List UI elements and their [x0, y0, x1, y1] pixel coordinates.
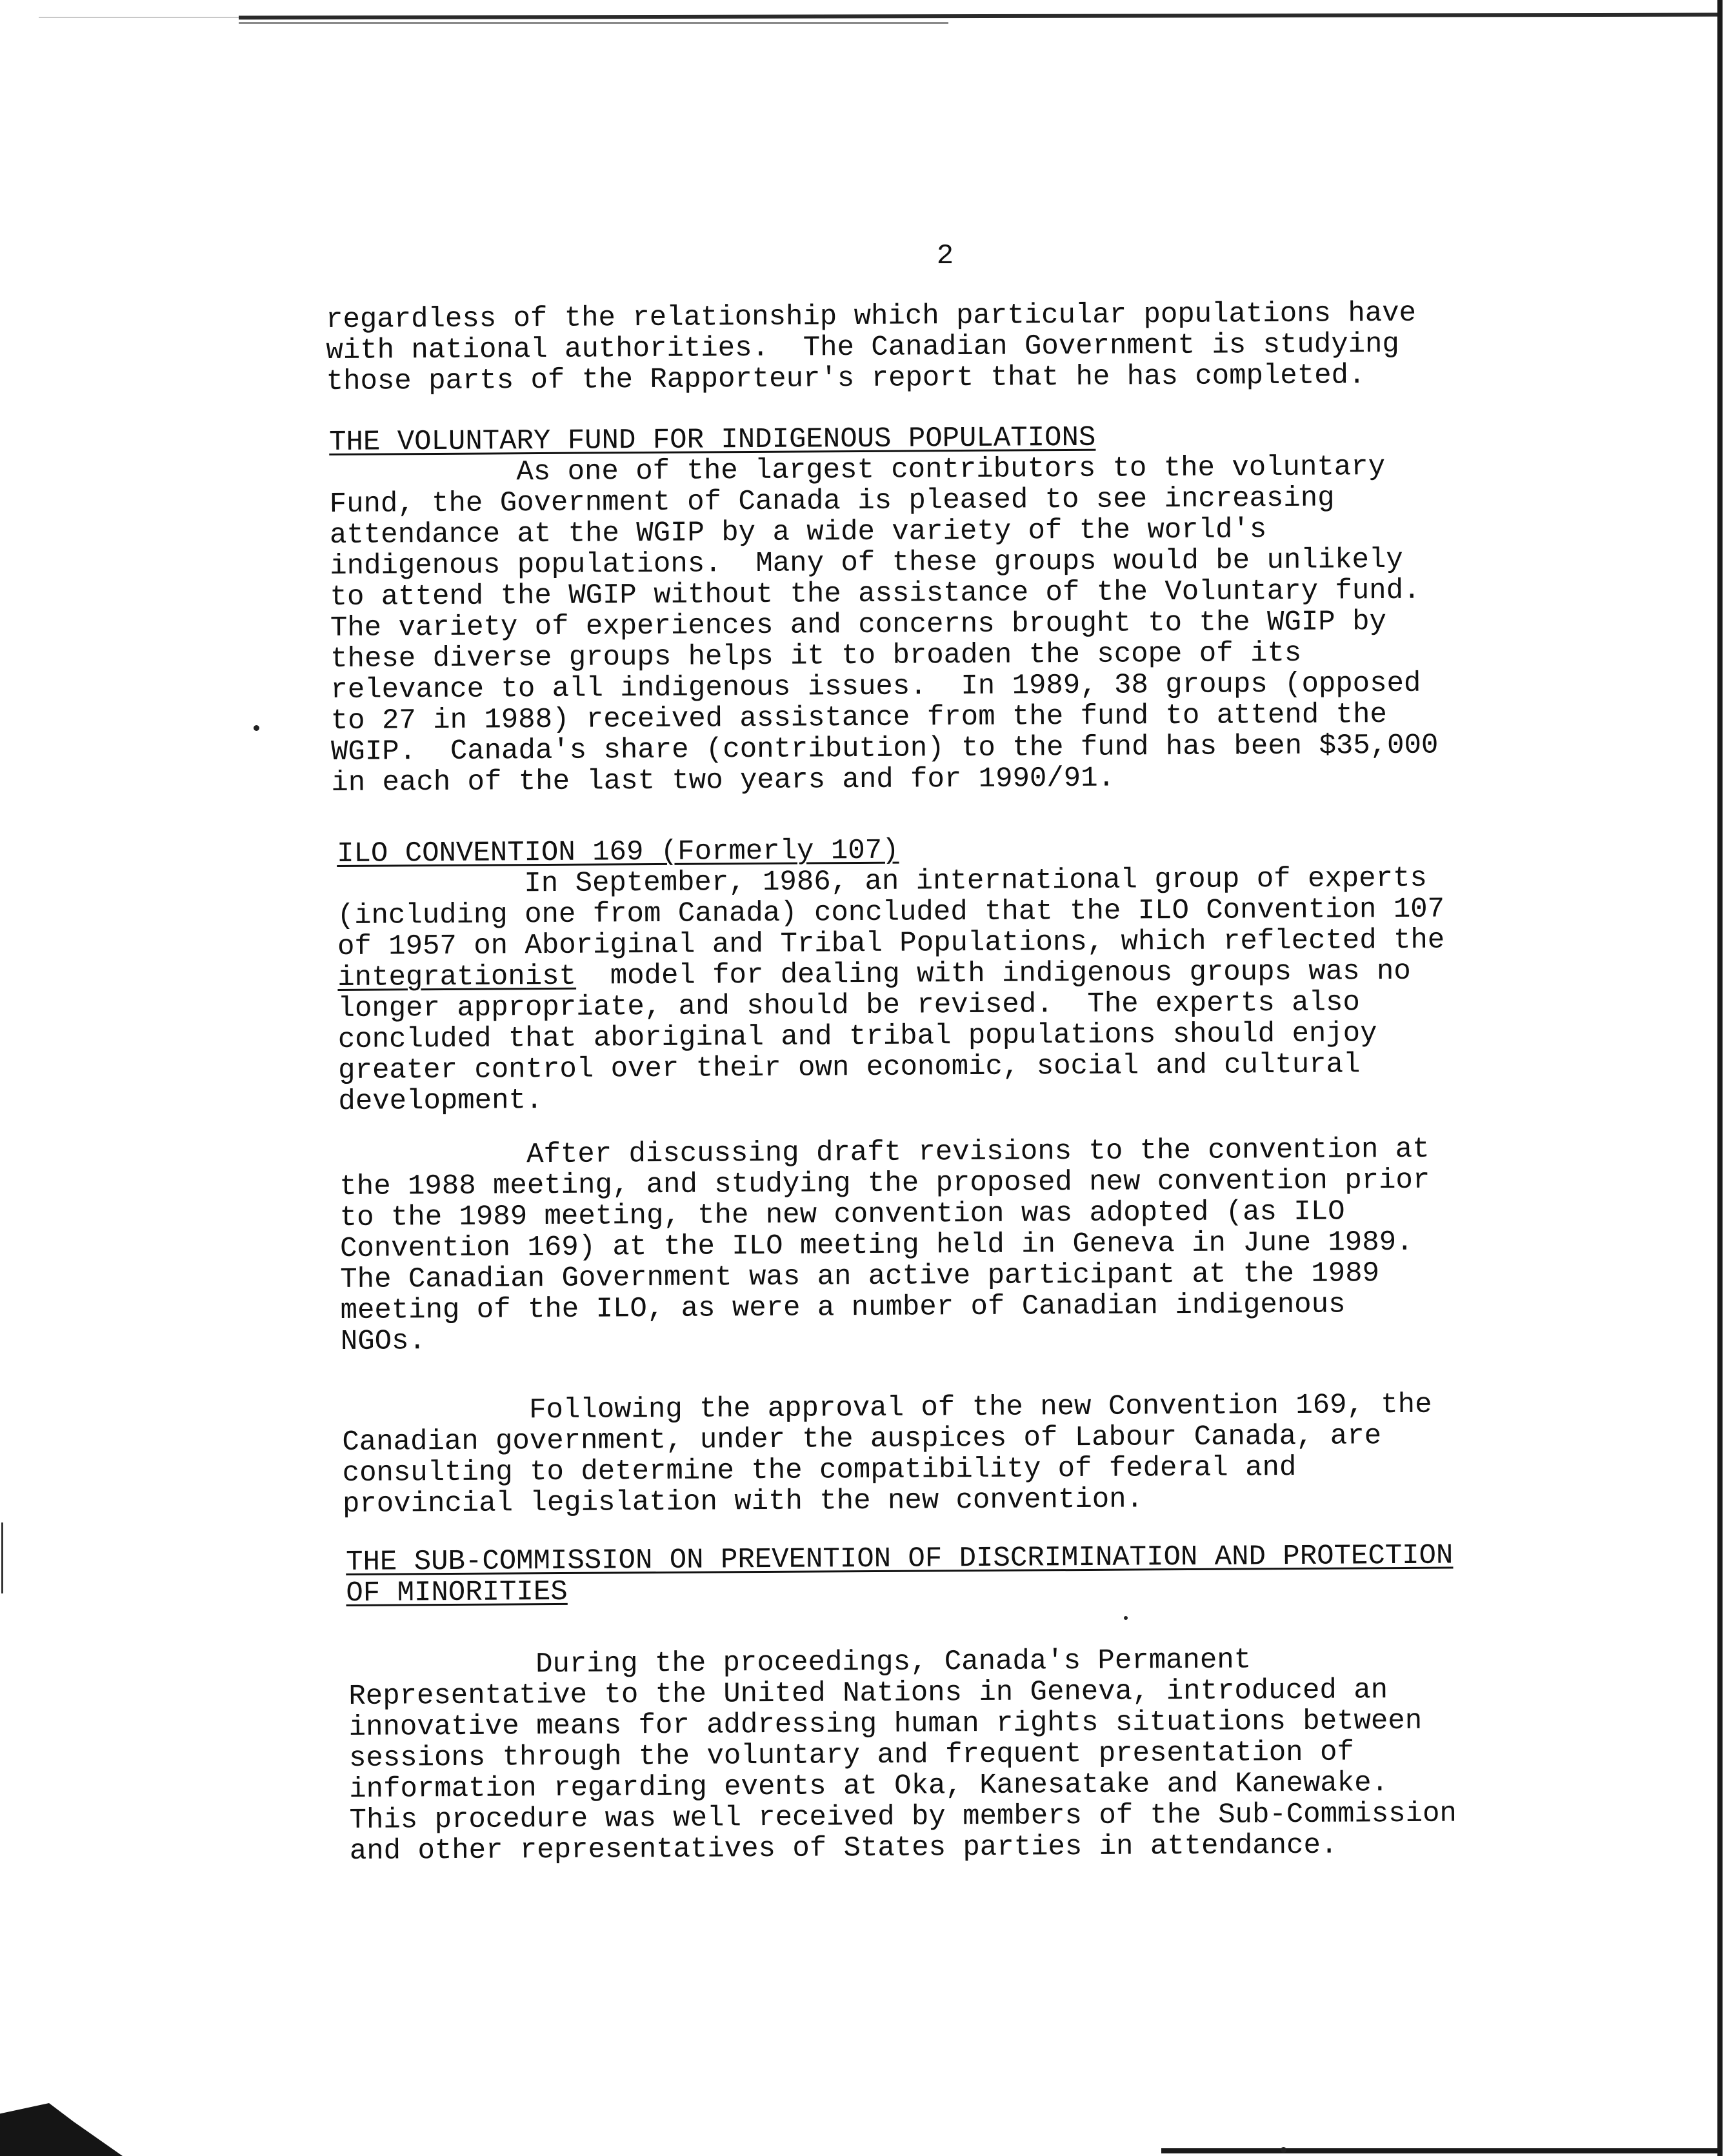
section-heading: THE SUB-COMMISSION ON PREVENTION OF DISCRIMINATION AND PROTECTION: [345, 1539, 1454, 1579]
scan-artifact-dot: [1281, 2147, 1286, 2153]
section-voluntary-fund: [329, 419, 1615, 799]
text-line: concluded that aboriginal and tribal populations should enjoy: [337, 1017, 1377, 1056]
text-line: information regarding events at Oka, Kanesatake and Kanewake.: [349, 1767, 1389, 1806]
text-line: Convention 169) at the ILO meeting held in Geneva in June 1989.: [339, 1226, 1414, 1265]
text-fragment: model for dealing with indigenous groups was no: [575, 955, 1411, 993]
text-line: regardless of the relationship which particular populations have: [325, 297, 1417, 336]
text-line: Following the approval of the new Convention 169, the: [528, 1388, 1432, 1427]
text-line: sessions through the voluntary and frequent presentation of: [348, 1736, 1355, 1775]
text-line: provincial legislation with the new convention.: [342, 1483, 1144, 1521]
intro-paragraph: [326, 297, 1610, 397]
text-line: in each of the last two years and for 1990/91.: [331, 762, 1115, 799]
scan-artifact-bottom-edge: [1161, 2148, 1717, 2153]
text-line: to attend the WGIP without the assistance of the Voluntary fund.: [330, 574, 1421, 614]
text-line: meeting of the ILO, as were a number of Canadian indigenous: [340, 1288, 1346, 1327]
text-line: Fund, the Government of Canada is pleased to see increasing: [329, 482, 1335, 521]
text-line: relevance to all indigenous issues. In 1989, 38 groups (opposed: [330, 667, 1421, 706]
text-line: to 27 in 1988) received assistance from the fund to attend the: [330, 698, 1387, 737]
section-heading: OF MINORITIES: [346, 1575, 568, 1610]
section-sub-commission: [346, 1539, 1630, 1609]
text-line: of 1957 on Aboriginal and Tribal Populations, which reflected the: [337, 924, 1445, 963]
scan-artifact-left-mark: [1, 1522, 3, 1593]
text-line: with national authorities. The Canadian Government is studying: [326, 328, 1400, 367]
scan-artifact-bottom-left: [0, 2103, 123, 2156]
text-line: those parts of the Rapporteur's report that he has completed.: [326, 359, 1366, 398]
section-heading: ILO CONVENTION 169 (Formerly 107): [336, 834, 899, 870]
scan-artifact-top-line: [239, 13, 1723, 20]
text-line: Canadian government, under the auspices of Labour Canada, are: [342, 1420, 1382, 1459]
text-line: NGOs.: [340, 1325, 426, 1358]
text-line: development.: [338, 1084, 543, 1118]
scan-artifact-dot: [1124, 1616, 1128, 1620]
scan-artifact-dot: [254, 725, 259, 731]
scan-artifact-right-edge: [1717, 0, 1723, 2156]
text-line: longer appropriate, and should be revised. The experts also: [337, 986, 1361, 1025]
text-line: During the proceedings, Canada's Permanent: [535, 1644, 1252, 1681]
section-heading: THE VOLUNTARY FUND FOR INDIGENOUS POPULATIONS: [328, 421, 1096, 459]
page-number: 2: [936, 240, 954, 272]
scan-artifact-top-line-secondary: [239, 22, 948, 24]
sub-commission-paragraph: [348, 1642, 1634, 1867]
text-line: WGIP. Canada's share (contribution) to the fund has been $35,000: [330, 729, 1439, 768]
text-line: indigenous populations. Many of these groups would be unlikely: [330, 543, 1403, 583]
text-line: greater control over their own economic, social and cultural: [338, 1048, 1361, 1087]
text-line: The Canadian Government was an active participant at the 1989: [340, 1257, 1380, 1296]
text-line: the 1988 meeting, and studying the proposed new convention prior: [339, 1164, 1430, 1203]
text-line: consulting to determine the compatibility of federal and: [342, 1451, 1297, 1490]
text-line: innovative means for addressing human rights situations between: [348, 1704, 1423, 1744]
text-line: The variety of experiences and concerns brought to the WGIP by: [330, 605, 1387, 644]
ilo-paragraph-3: [342, 1388, 1626, 1520]
ilo-paragraph-2: [339, 1133, 1624, 1357]
scan-artifact-top-faint: [39, 17, 239, 18]
text-line: attendance at the WGIP by a wide variety of the world's: [329, 514, 1267, 552]
underlined-term: integrationist: [337, 960, 577, 994]
section-ilo-convention: [337, 831, 1623, 1117]
text-line: to the 1989 meeting, the new convention was adopted (as ILO: [339, 1195, 1345, 1234]
text-line: In September, 1986, an international group of experts: [524, 862, 1427, 901]
text-line: This procedure was well received by members of the Sub-Commission: [349, 1797, 1457, 1837]
text-line: and other representatives of States parties in attendance.: [349, 1829, 1338, 1868]
text-line: (including one from Canada) concluded that the ILO Convention 107: [337, 893, 1445, 932]
text-line: these diverse groups helps it to broaden the scope of its: [330, 637, 1302, 675]
text-line: As one of the largest contributors to the voluntary: [516, 451, 1386, 489]
text-line: After discussing draft revisions to the convention at: [526, 1133, 1430, 1172]
text-line: Representative to the United Nations in Geneva, introduced an: [348, 1674, 1388, 1713]
